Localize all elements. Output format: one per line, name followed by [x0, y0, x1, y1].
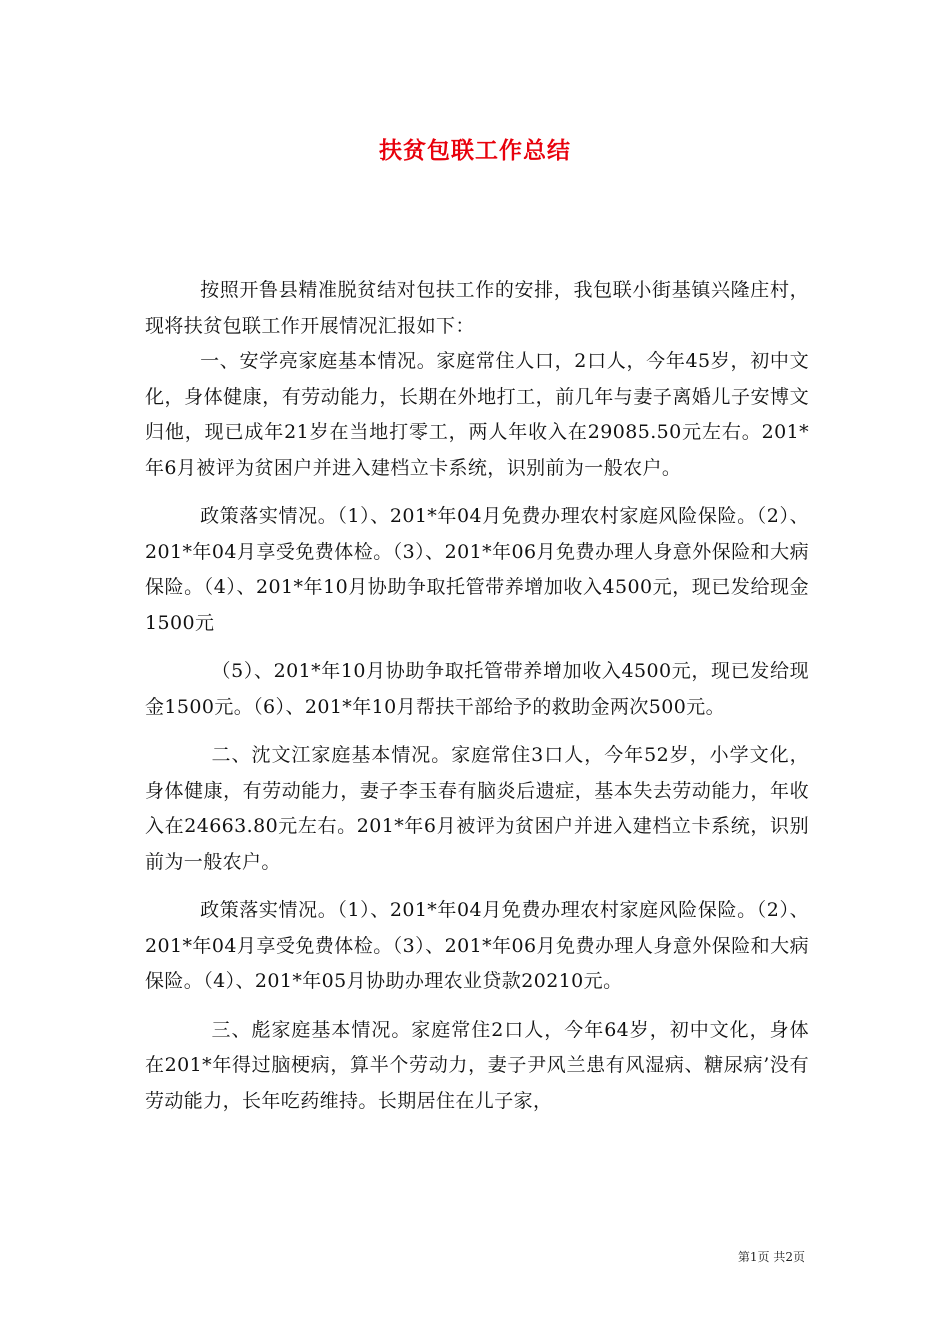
paragraph-policy-1: 政策落实情况。（1）、201*年04月免费办理农村家庭风险保险。（2）、201*年04月享受免费体检。（3）、201*年06月免费办理人身意外保险和大病保险。（4）、201*年10月协助争取托管带养增加收入4500元，现已发给现金1500元	[145, 505, 809, 634]
paragraph-intro: 按照开鲁县精准脱贫结对包扶工作的安排，我包联小街基镇兴隆庄村，现将扶贫包联工作开展情况汇报如下：	[145, 279, 809, 337]
paragraph-policy-2: 政策落实情况。（1）、201*年04月免费办理农村家庭风险保险。（2）、201*年04月享受免费体检。（3）、201*年06月免费办理人身意外保险和大病保险。（4）、201*年05月协助办理农业贷款20210元。	[145, 899, 809, 992]
document-body	[145, 273, 809, 1119]
paragraph-household-3: 三、彪家庭基本情况。家庭常住2口人，今年64岁，初中文化，身体在201*年得过脑梗病，算半个劳动力，妻子尹风兰患有风湿病、糖尿病’没有劳动能力，长年吃药维持。长期居住在儿子家，	[145, 1018, 809, 1112]
paragraph-policy-1-continued: （5）、201*年10月协助争取托管带养增加收入4500元，现已发给现金1500元。（6）、201*年10月帮扶干部给予的救助金两次500元。	[145, 660, 809, 718]
paragraph-household-2: 二、沈文江家庭基本情况。家庭常住3口人，今年52岁，小学文化，身体健康，有劳动能力，妻子李玉春有脑炎后遗症，基本失去劳动能力，年收入在24663.80元左右。201*年6月被评为贫困户并进入建档立卡系统，识别前为一般农户。	[145, 744, 809, 873]
paragraph-household-1: 一、安学亮家庭基本情况。家庭常住人口，2口人，今年45岁，初中文化，身体健康，有劳动能力，长期在外地打工，前几年与妻子离婚儿子安博文归他，现已成年21岁在当地打零工，两人年收入在29085.50元左右。201*年6月被评为贫困户并进入建档立卡系统，识别前为一般农户。	[145, 350, 809, 479]
page-number: 第1页 共2页	[737, 1250, 805, 1264]
document-title: 扶贫包联工作总结	[379, 138, 571, 164]
